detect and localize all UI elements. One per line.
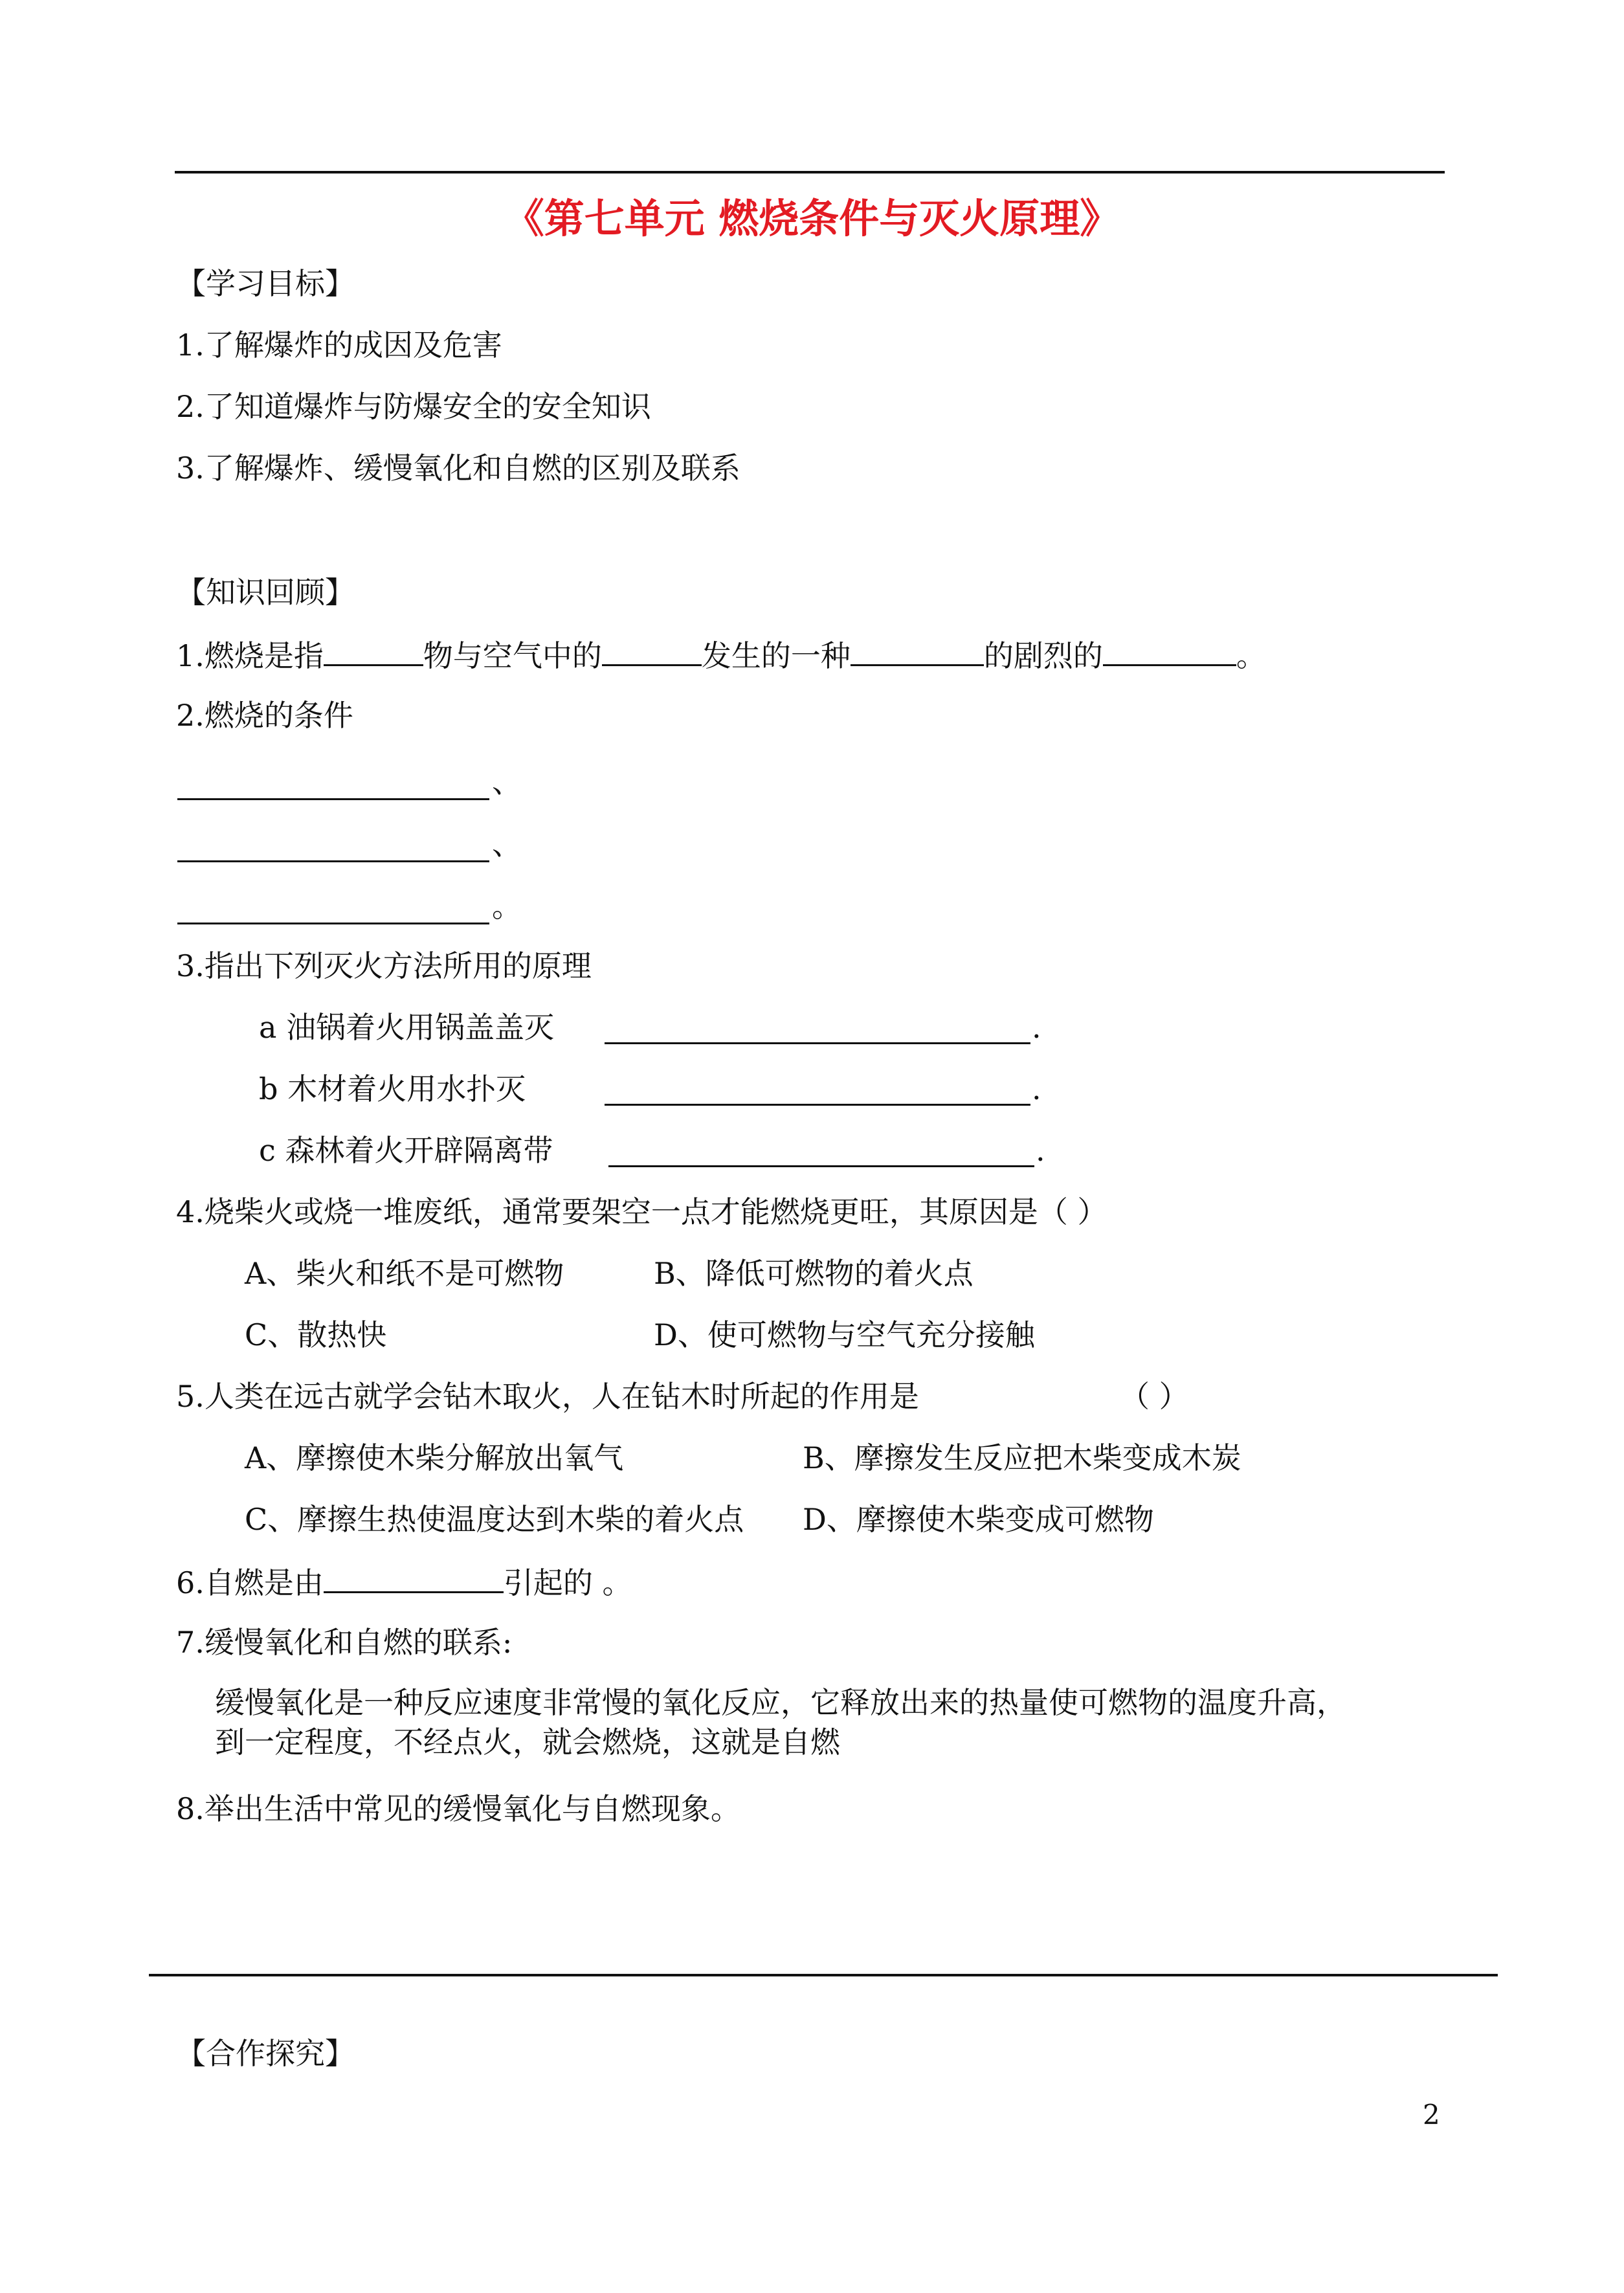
q2-blank-3[interactable]: [177, 923, 489, 924]
q1-part2: 物与空气中的: [423, 638, 602, 673]
q5-answer-paren: （ ）: [1120, 1379, 1189, 1414]
q7-body-line-1: 缓慢氧化是一种反应速度非常慢的氧化反应，它释放出来的热量使可燃物的温度升高，: [215, 1685, 1346, 1720]
q4-option-d[interactable]: D、使可燃物与空气充分接触: [654, 1317, 1035, 1352]
q2-blank-1[interactable]: [177, 798, 489, 800]
q4-option-c[interactable]: C、散热快: [245, 1317, 387, 1352]
q3-blank-c[interactable]: [608, 1165, 1034, 1167]
objective-item: 3.了解爆炸、缓慢氧化和自燃的区别及联系: [176, 451, 740, 486]
question-3: 3.指出下列灭火方法所用的原理: [176, 948, 592, 983]
q3-item-a: a 油锅着火用锅盖盖灭: [259, 1010, 555, 1045]
q2-sep-1: 、: [492, 765, 522, 800]
cooperate-heading: 【合作探究】: [176, 2036, 355, 2071]
q5-option-a[interactable]: A、摩擦使木柴分解放出氧气: [245, 1440, 624, 1475]
question-8: 8.举出生活中常见的缓慢氧化与自燃现象。: [176, 1791, 740, 1826]
question-1: [176, 634, 1266, 675]
question-2: 2.燃烧的条件: [176, 698, 353, 733]
q6-suffix: 引起的 。: [503, 1565, 632, 1600]
q6-blank[interactable]: [324, 1561, 504, 1593]
q5-option-c[interactable]: C、摩擦生热使温度达到木柴的着火点: [245, 1502, 744, 1537]
q1-blank-4[interactable]: [1103, 634, 1236, 666]
bottom-rule: [149, 1974, 1498, 1976]
page-number: 2: [1423, 2099, 1440, 2131]
q2-sep-2: 、: [492, 827, 522, 862]
q1-blank-1[interactable]: [324, 634, 423, 666]
q3-end-c: .: [1036, 1133, 1045, 1168]
q1-part3: 发生的一种: [701, 638, 851, 673]
question-7: 7.缓慢氧化和自燃的联系:: [176, 1625, 513, 1660]
question-4: 4.烧柴火或烧一堆废纸，通常要架空一点才能燃烧更旺，其原因是（ ）: [176, 1194, 1107, 1229]
q7-body-line-2: 到一定程度，不经点火，就会燃烧，这就是自燃: [215, 1725, 840, 1760]
q5-option-b[interactable]: B、摩擦发生反应把木柴变成木炭: [803, 1440, 1241, 1475]
q1-blank-2[interactable]: [602, 634, 702, 666]
q4-option-a[interactable]: A、柴火和纸不是可燃物: [245, 1256, 564, 1291]
q5-option-d[interactable]: D、摩擦使木柴变成可燃物: [803, 1502, 1154, 1537]
q1-prefix: 1.燃烧是指: [176, 638, 324, 673]
top-rule: [175, 171, 1445, 173]
q1-blank-3[interactable]: [851, 634, 984, 666]
q3-end-b: .: [1032, 1071, 1041, 1106]
q3-end-a: .: [1032, 1010, 1041, 1045]
page-title: 《第七单元 燃烧条件与灭火原理》: [504, 195, 1120, 242]
objectives-heading: 【学习目标】: [176, 266, 355, 301]
question-6: [176, 1561, 632, 1602]
question-5: 5.人类在远古就学会钻木取火，人在钻木时所起的作用是: [176, 1379, 919, 1414]
q6-prefix: 6.自燃是由: [176, 1565, 324, 1600]
q3-blank-a[interactable]: [605, 1042, 1030, 1044]
q2-sep-3: 。: [492, 889, 522, 924]
q1-part4: 的剧烈的: [983, 638, 1103, 673]
review-heading: 【知识回顾】: [176, 575, 355, 610]
q3-item-c: c 森林着火开辟隔离带: [259, 1133, 553, 1168]
q3-blank-b[interactable]: [605, 1104, 1030, 1106]
objective-item: 2.了知道爆炸与防爆安全的安全知识: [176, 389, 651, 424]
objective-item: 1.了解爆炸的成因及危害: [176, 328, 502, 363]
q4-option-b[interactable]: B、降低可燃物的着火点: [654, 1256, 973, 1291]
q1-end: 。: [1236, 638, 1266, 673]
q2-blank-2[interactable]: [177, 860, 489, 862]
q3-item-b: b 木材着火用水扑灭: [259, 1071, 526, 1106]
